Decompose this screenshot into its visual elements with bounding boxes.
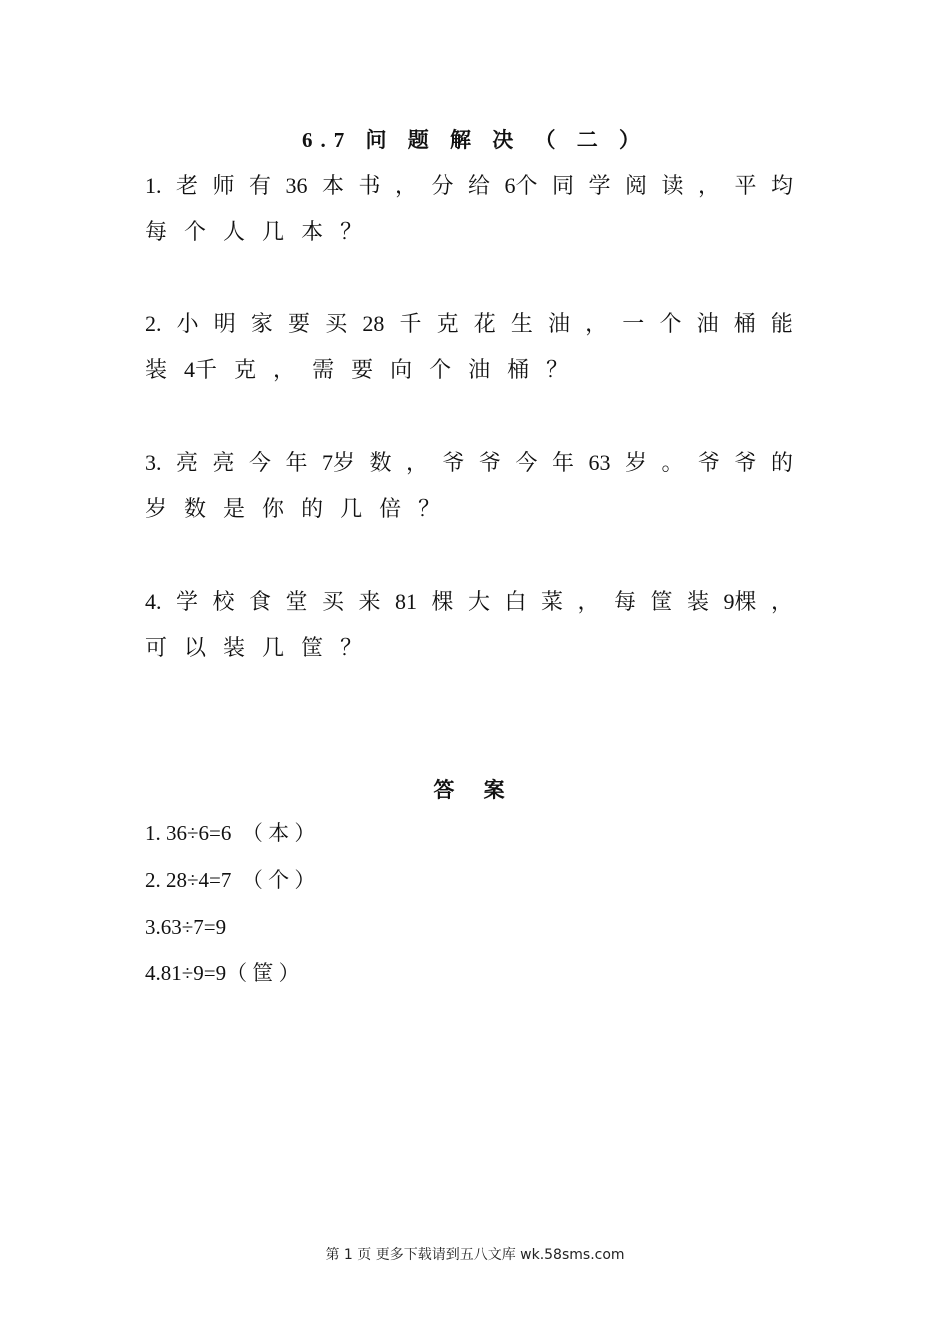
question-token: 4.	[145, 589, 162, 614]
question-token: 小	[176, 311, 199, 336]
question-token: 明	[213, 311, 236, 336]
question-token: 2.	[145, 311, 162, 336]
question-token: 个	[184, 219, 207, 244]
question-token: ？	[340, 219, 363, 244]
question-token: 几	[340, 496, 363, 521]
question-token: 油	[548, 311, 571, 336]
question-token: 克	[234, 357, 257, 382]
question-token: 36	[285, 173, 308, 198]
question-token: 要	[288, 311, 311, 336]
question-token: 棵	[431, 589, 454, 614]
question-token: 28	[362, 311, 385, 336]
question-token: 倍	[379, 496, 402, 521]
question-token: 分	[431, 173, 454, 198]
question-token: 爷	[697, 450, 720, 475]
question-2	[145, 301, 793, 393]
question-token: 给	[467, 173, 490, 198]
question-token: ，	[394, 173, 417, 198]
question-token: 1.	[145, 173, 162, 198]
question-token: 本	[301, 219, 324, 244]
question-token: 本	[321, 173, 344, 198]
question-token: 油	[696, 311, 719, 336]
question-token: 阅	[624, 173, 647, 198]
answers-heading: 答 案	[433, 778, 517, 802]
question-token: 3.	[145, 450, 162, 475]
question-line	[145, 347, 793, 393]
question-token: 均	[770, 173, 793, 198]
question-line	[145, 579, 793, 625]
question-token: 油	[468, 357, 491, 382]
question-token: 岁	[624, 450, 647, 475]
question-token: 。	[661, 450, 684, 475]
question-token: 几	[262, 635, 285, 660]
question-token: ，	[697, 173, 720, 198]
question-line	[145, 163, 793, 209]
question-token: 每	[613, 589, 636, 614]
question-token: 白	[504, 589, 527, 614]
question-token: 向	[390, 357, 413, 382]
question-token: 克	[436, 311, 459, 336]
question-token: 4千	[184, 357, 218, 382]
question-token: 个	[429, 357, 452, 382]
question-line	[145, 440, 793, 486]
answer-2: 2. 28÷4=7 （ 个 ）	[145, 868, 316, 892]
question-token: 你	[262, 496, 285, 521]
answer-3: 3.63÷7=9	[145, 915, 227, 939]
question-token: 学	[175, 589, 198, 614]
question-token: 筐	[650, 589, 673, 614]
question-token: ，	[770, 589, 793, 614]
question-token: 买	[325, 311, 348, 336]
question-token: 6个	[504, 173, 538, 198]
question-token: 今	[248, 450, 271, 475]
question-token: 年	[551, 450, 574, 475]
question-token: 装	[223, 635, 246, 660]
question-token: 需	[312, 357, 335, 382]
question-token: 每	[145, 219, 168, 244]
question-token: 装	[145, 357, 168, 382]
question-token: 的	[301, 496, 324, 521]
question-token: 买	[321, 589, 344, 614]
question-token: ？	[418, 496, 441, 521]
question-token: 老	[175, 173, 198, 198]
question-token: 9棵	[723, 589, 757, 614]
question-line	[145, 301, 793, 347]
question-token: 装	[686, 589, 709, 614]
question-token: 数	[369, 450, 392, 475]
question-token: 几	[262, 219, 285, 244]
question-token: ，	[585, 311, 608, 336]
question-token: 81	[394, 589, 417, 614]
question-token: 63	[588, 450, 611, 475]
question-token: 校	[212, 589, 235, 614]
question-1	[145, 163, 793, 255]
question-token: 书	[358, 173, 381, 198]
question-token: 家	[250, 311, 273, 336]
question-line	[145, 486, 793, 532]
page-footer: 第 1 页 更多下载请到五八文库 wk.58sms.com	[325, 1247, 625, 1263]
question-token: 筐	[301, 635, 324, 660]
question-token: 人	[223, 219, 246, 244]
question-token: ？	[546, 357, 569, 382]
question-token: 岁	[145, 496, 168, 521]
question-token: 生	[510, 311, 533, 336]
question-token: 学	[588, 173, 611, 198]
question-token: 能	[770, 311, 793, 336]
question-token: 读	[661, 173, 684, 198]
question-token: 食	[248, 589, 271, 614]
question-token: 爷	[734, 450, 757, 475]
question-line	[145, 625, 793, 671]
question-token: 可	[145, 635, 168, 660]
question-token: 爷	[478, 450, 501, 475]
question-token: 7岁	[321, 450, 355, 475]
question-token: ，	[405, 450, 428, 475]
question-token: ，	[577, 589, 600, 614]
question-token: 是	[223, 496, 246, 521]
question-token: 要	[351, 357, 374, 382]
question-token: 一	[622, 311, 645, 336]
answer-4: 4.81÷9=9（ 筐 ）	[145, 961, 300, 985]
question-token: 亮	[175, 450, 198, 475]
question-token: 的	[770, 450, 793, 475]
question-token: ？	[340, 635, 363, 660]
question-token: 今	[515, 450, 538, 475]
question-token: 大	[467, 589, 490, 614]
question-line	[145, 209, 793, 255]
question-token: 有	[248, 173, 271, 198]
question-token: 亮	[212, 450, 235, 475]
question-token: 同	[551, 173, 574, 198]
question-token: 以	[184, 635, 207, 660]
question-token: 年	[285, 450, 308, 475]
question-3	[145, 440, 793, 532]
answer-1: 1. 36÷6=6 （ 本 ）	[145, 821, 316, 845]
question-token: 堂	[285, 589, 308, 614]
question-token: 桶	[733, 311, 756, 336]
question-token: 千	[399, 311, 422, 336]
question-token: 花	[473, 311, 496, 336]
question-token: 桶	[507, 357, 530, 382]
question-token: 个	[659, 311, 682, 336]
question-token: 数	[184, 496, 207, 521]
worksheet-title: 6.7 问 题 解 决 （ 二 ）	[302, 128, 648, 152]
question-token: 爷	[442, 450, 465, 475]
question-token: 来	[358, 589, 381, 614]
question-4	[145, 579, 793, 671]
question-token: 菜	[540, 589, 563, 614]
question-token: ，	[273, 357, 296, 382]
question-token: 平	[734, 173, 757, 198]
question-token: 师	[212, 173, 235, 198]
